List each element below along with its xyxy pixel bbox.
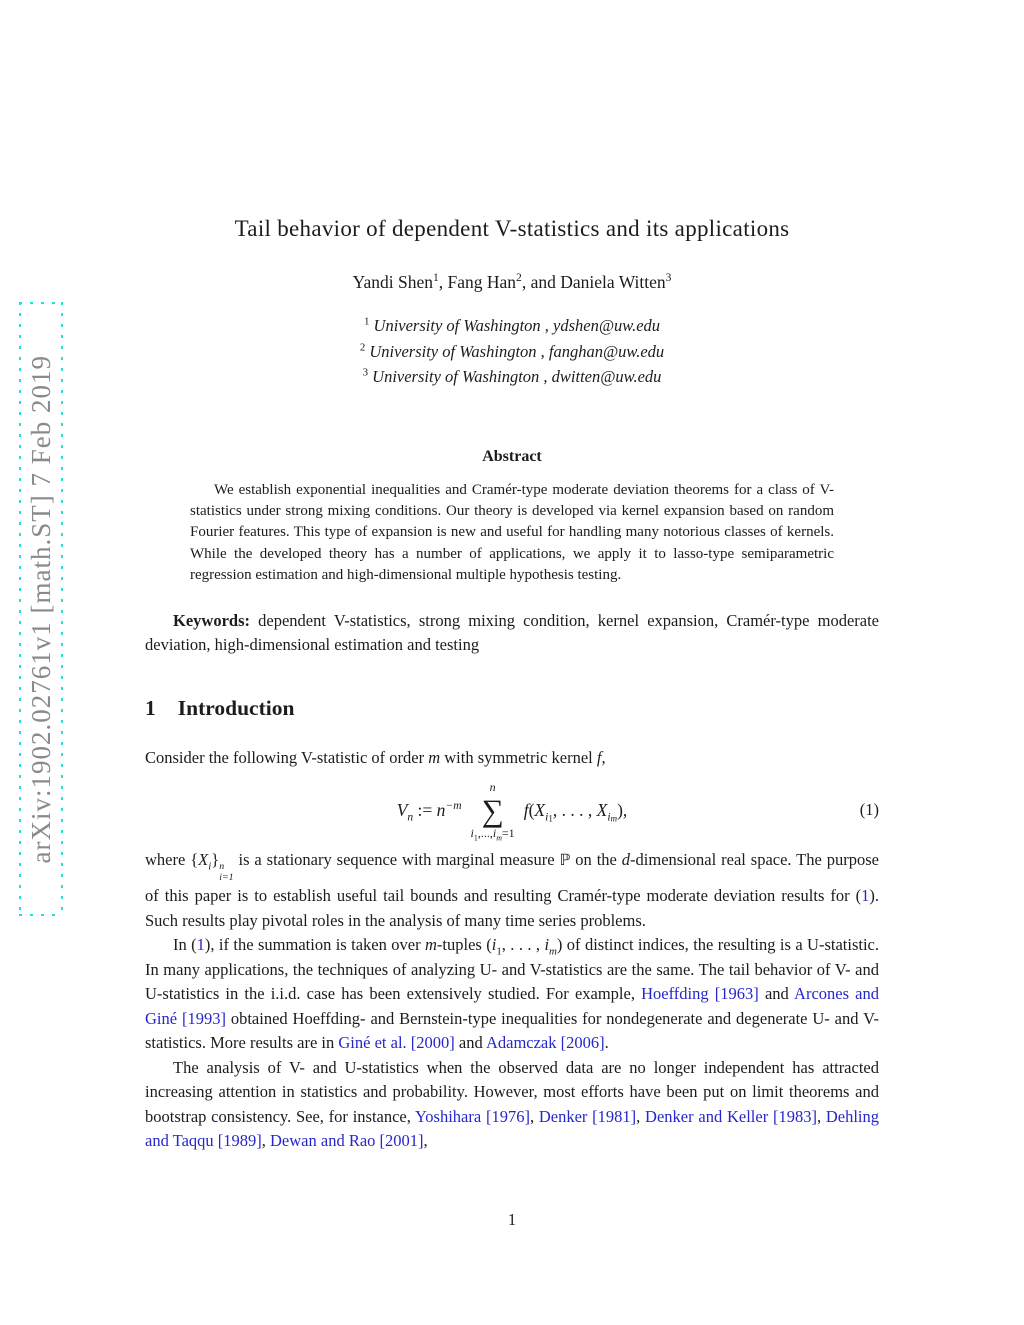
stack-sup: n — [219, 861, 225, 873]
text-run: 2 — [516, 272, 522, 285]
text-run: on the — [570, 850, 622, 870]
text-run: , and Daniela Witten — [521, 272, 666, 292]
text-run: m — [610, 813, 618, 824]
citation-link[interactable]: 1 — [196, 935, 205, 955]
text-run: Consider the following V-statistic of order — [145, 747, 429, 767]
text-run: i — [545, 811, 549, 824]
citation-link[interactable]: Adamczak [2006] — [485, 1033, 605, 1053]
citation-link[interactable]: Giné et al. [2000] — [338, 1033, 455, 1053]
text-run: 2 — [359, 341, 366, 353]
summation — [471, 781, 515, 840]
text-run: . — [604, 1033, 609, 1053]
affiliations — [145, 313, 879, 390]
text-run: 1 — [496, 945, 502, 958]
text-run: i — [544, 935, 550, 955]
text-run: with symmetric kernel — [440, 747, 597, 767]
text-run: ), if the summation is taken over — [204, 935, 425, 955]
text-run: , . . . , — [501, 935, 545, 955]
citation-link[interactable]: Dehling and Taqqu [1989] — [145, 1106, 879, 1151]
text-run: University of Washington , dwitten@uw.edu — [372, 367, 662, 386]
text-run: m — [496, 832, 502, 842]
citation-link[interactable]: Denker [1981] — [538, 1106, 637, 1126]
text-run: where { — [145, 850, 199, 870]
text-run: f — [596, 747, 602, 767]
text-run: , — [816, 1106, 826, 1126]
text-run: ,..., — [477, 825, 493, 840]
text-run: 1 — [363, 315, 370, 328]
text-run: f — [523, 799, 529, 820]
text-run: i — [208, 860, 212, 873]
text-run: , — [529, 1106, 539, 1126]
paper-content — [145, 0, 879, 1154]
text-run: ( — [528, 799, 535, 820]
text-run: and — [758, 984, 795, 1004]
sum-upper-limit — [490, 781, 496, 794]
text-run: Keywords: — [173, 610, 259, 630]
page-number: 1 — [507, 1210, 517, 1229]
citation-link[interactable]: Yoshihara [1976] — [415, 1106, 530, 1126]
equation-rhs — [523, 799, 628, 824]
affiliation-2 — [145, 339, 879, 365]
text-run: m — [549, 945, 557, 958]
paragraph-dependent-analysis — [145, 1056, 879, 1154]
text-run: is a stationary sequence with marginal measure — [233, 850, 560, 870]
text-run: Yandi Shen — [352, 272, 433, 292]
text-run: The analysis of V- and U-statistics when the observed data are no longer independent has attracted increasing attention in statistics and probability. However, most efforts have been put on limit theorems and bootstrap consistency. See, for instance, — [145, 1057, 879, 1126]
text-run: X — [198, 850, 209, 870]
text-run: i — [470, 825, 474, 840]
text-run: University of Washington , ydshen@uw.edu — [373, 316, 661, 335]
text-run: X — [596, 799, 608, 820]
text-run: 3 — [362, 366, 369, 379]
text-run: X — [534, 799, 546, 820]
text-run: , — [636, 1106, 646, 1126]
keywords-line — [145, 609, 879, 658]
text-run: , — [423, 1131, 428, 1151]
text-run: 1 — [473, 832, 478, 842]
sum-symbol: ∑ — [481, 792, 504, 828]
text-run: ), — [617, 799, 628, 820]
paragraph-ustatistic — [145, 933, 879, 1056]
text-run: m — [428, 747, 441, 767]
equation-body — [397, 781, 628, 840]
stack-sub: i=1 — [219, 872, 234, 884]
text-run: In ( — [173, 935, 197, 955]
text-run: 1 — [432, 272, 439, 285]
sum-lower-limit — [471, 827, 515, 840]
text-run: , — [261, 1131, 271, 1151]
text-run: i — [492, 825, 497, 840]
paper-title: Tail behavior of dependent V-statistics and its applications — [234, 216, 790, 241]
text-run: 3 — [665, 272, 672, 285]
citation-link[interactable]: Arcones and Giné [1993] — [145, 984, 879, 1028]
text-run: ℙ — [559, 851, 571, 870]
citation-link[interactable]: 1 — [861, 886, 870, 906]
text-run: , Fang Han — [438, 272, 517, 292]
section-number: 1 — [145, 695, 156, 720]
text-run: -tuples ( — [436, 935, 492, 955]
abstract-heading: Abstract — [482, 447, 542, 465]
affiliation-1 — [145, 313, 879, 339]
text-run: =1 — [501, 825, 515, 840]
text-run: n — [436, 799, 446, 820]
text-run — [219, 862, 233, 884]
paragraph-where — [145, 848, 879, 933]
text-run: i — [491, 935, 497, 955]
text-run: m — [425, 935, 437, 955]
text-run: } — [211, 850, 220, 870]
text-run: 1 — [548, 813, 553, 824]
citation-link[interactable]: Denker and Keller [1983] — [645, 1106, 817, 1126]
text-run: V — [396, 799, 408, 820]
text-run: University of Washington , fanghan@uw.edu — [369, 341, 665, 361]
equation-lhs — [396, 799, 462, 824]
text-run: i — [607, 811, 611, 824]
authors-line — [145, 272, 879, 293]
paragraph-consider — [145, 746, 879, 771]
arxiv-watermark — [19, 302, 63, 916]
text-run: ). Such results play pivotal roles in the analysis of many time series problems. — [145, 886, 879, 930]
text-run: , — [601, 747, 606, 767]
text-run: −m — [445, 799, 462, 812]
text-run: n — [407, 811, 414, 824]
section-title: Introduction — [177, 695, 295, 720]
text-run: ) of distinct indices, the resulting is a U-statistic. In many applications, the techniques of analyzing U- and V-statistics are the same. The tail behavior of V- and U-statistics in the i.i.d. case has been extensively studied. For example, — [145, 935, 880, 1004]
abstract-text: We establish exponential inequalities and Cramér-type moderate deviation theorems for a class of V-statistics under strong mixing conditions. Our theory is developed via kernel expansion based on random Fourier features. This type of expansion is new and useful for handling many notorious classes of kernels. While the developed theory has a number of applications, we apply it to lasso-type semiparametric regression estimation and high-dimensional multiple hypothesis testing. — [190, 481, 834, 584]
text-run: dependent V-statistics, strong mixing condition, kernel expansion, Cramér-type moderate deviation, high-dimensional estimation and testing — [145, 610, 879, 655]
section-heading — [145, 696, 879, 721]
citation-link[interactable]: Dewan and Rao [2001] — [270, 1131, 424, 1151]
equation-number: (1) — [859, 800, 879, 820]
text-run: := — [413, 799, 437, 820]
text-run: d — [621, 850, 631, 870]
text-run: and — [454, 1033, 486, 1053]
equation-1 — [145, 779, 879, 841]
arxiv-id-text: arXiv:1902.02761v1 [math.ST] 7 Feb 2019 — [25, 354, 56, 864]
text-run: , . . . , — [552, 799, 597, 820]
text-run: obtained Hoeffding- and Bernstein-type inequalities for nondegenerate and degenerate U- and V-statistics. More results are in — [145, 1008, 879, 1053]
citation-link[interactable]: Hoeffding [1963] — [641, 984, 759, 1004]
affiliation-3 — [145, 364, 879, 390]
text-run: n — [489, 779, 496, 794]
text-run: -dimensional real space. The purpose of this paper is to establish useful tail bounds and resulting Cramér-type moderate deviation results for ( — [145, 850, 879, 906]
